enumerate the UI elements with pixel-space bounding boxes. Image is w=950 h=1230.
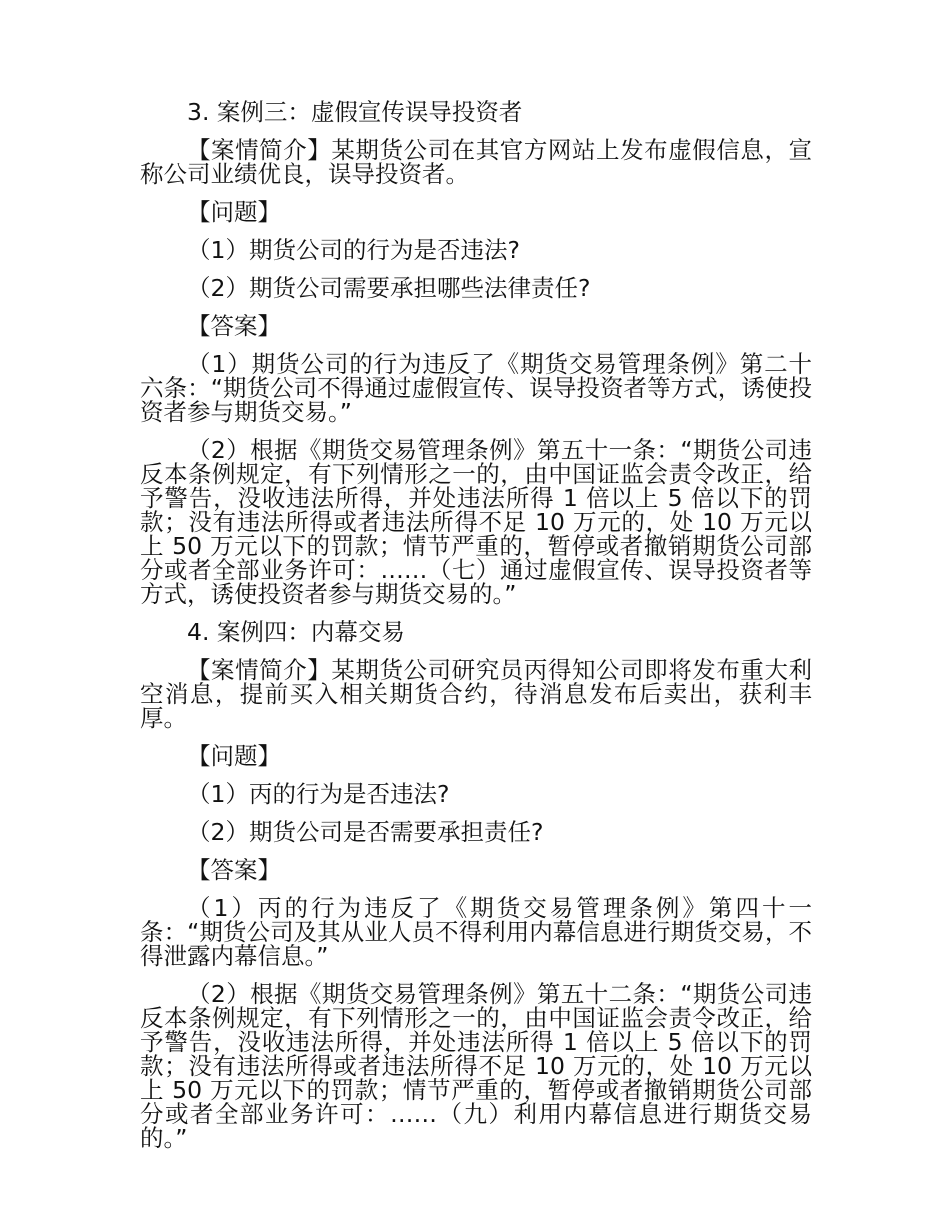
case4-question-2: （2）期货公司是否需要承担责任?: [187, 818, 544, 846]
case3-summary: 【案情简介】某期货公司在其官方网站上发布虚假信息，宣称公司业绩优良，误导投资者。: [140, 136, 812, 188]
case4-question-1: （1）丙的行为是否违法?: [187, 780, 450, 808]
case3-answer-1: （1）期货公司的行为违反了《期货交易管理条例》第二十六条：“期货公司不得通过虚假宣传、误导投资者等方式，诱使投资者参与期货交易。”: [140, 350, 812, 426]
case3-question-label: 【问题】: [187, 198, 281, 226]
case3-answer-label: 【答案】: [187, 312, 281, 340]
case4-answer-label: 【答案】: [187, 856, 281, 884]
case4-title: 4. 案例四：内幕交易: [187, 618, 405, 646]
document-page: [140, 100, 812, 1150]
case4-question-label: 【问题】: [187, 742, 281, 770]
case3-question-1: （1）期货公司的行为是否违法?: [187, 236, 520, 264]
case3-question-2: （2）期货公司需要承担哪些法律责任?: [187, 274, 591, 302]
case4-answer-2: （2）根据《期货交易管理条例》第五十二条：“期货公司违反本条例规定，有下列情形之一的，由中国证监会责令改正，给予警告，没收违法所得，并处违法所得 1 倍以上 5 倍以下的罚款；没有违法所得或者违法所得不足 10 万元的，处 10 万元以上 50 万元以下的罚款；情节严重的，暂停或者撤销期货公司部分或者全部业务许可：……（九）利用内幕信息进行期货交易的。”: [140, 980, 812, 1152]
case3-answer-2: （2）根据《期货交易管理条例》第五十一条：“期货公司违反本条例规定，有下列情形之一的，由中国证监会责令改正，给予警告，没收违法所得，并处违法所得 1 倍以上 5 倍以下的罚款；没有违法所得或者违法所得不足 10 万元的，处 10 万元以上 50 万元以下的罚款；情节严重的，暂停或者撤销期货公司部分或者全部业务许可：……（七）通过虚假宣传、误导投资者等方式，诱使投资者参与期货交易的。”: [140, 436, 812, 608]
case4-answer-1: （1）丙的行为违反了《期货交易管理条例》第四十一条：“期货公司及其从业人员不得利用内幕信息进行期货交易，不得泄露内幕信息。”: [140, 894, 812, 970]
case3-title: 3. 案例三：虚假宣传误导投资者: [187, 98, 523, 126]
case4-summary: 【案情简介】某期货公司研究员丙得知公司即将发布重大利空消息，提前买入相关期货合约，待消息发布后卖出，获利丰厚。: [140, 656, 812, 732]
